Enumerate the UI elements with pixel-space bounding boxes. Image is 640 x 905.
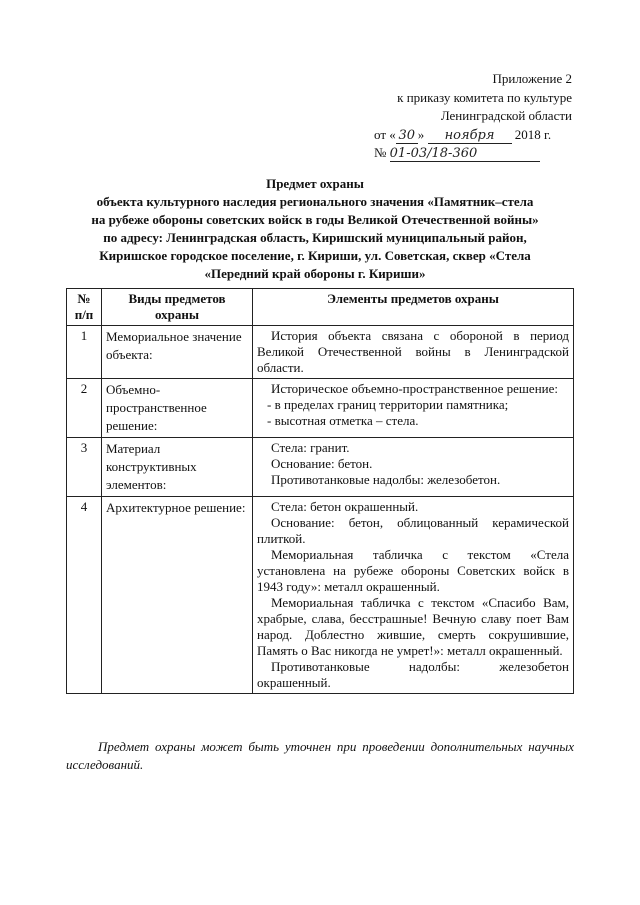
heading-line5: Киришское городское поселение, г. Кириши, ул. Советская, сквер «Стела <box>99 248 531 263</box>
element-text: Противотанковые надолбы: железобетон. <box>271 472 501 487</box>
date-quote-close: » <box>417 126 425 142</box>
heading-line4: по адресу: Ленинградская область, Киришский муниципальный район, <box>103 230 527 245</box>
element-list-item: - высотная отметка – стела. <box>267 413 419 428</box>
date-day: 30 <box>396 128 418 144</box>
row-elements <box>253 497 574 694</box>
table-row <box>67 379 574 438</box>
appendix-line3: Ленинградской области <box>440 108 572 123</box>
row-kind: Материал конструктивных элементов: <box>102 438 253 497</box>
header-elements: Элементы предметов охраны <box>253 289 574 326</box>
date-prefix: от « <box>374 126 396 142</box>
appendix-date-row <box>360 126 572 145</box>
element-text: История объекта связана с обороной в период Великой Отечественной войны в Ленинградской области. <box>257 328 569 375</box>
document-heading <box>40 175 590 283</box>
row-number: 2 <box>67 379 102 438</box>
element-text: Стела: гранит. <box>271 440 350 455</box>
row-number: 4 <box>67 497 102 694</box>
row-number: 3 <box>67 438 102 497</box>
row-kind: Мемориальное значение объекта: <box>102 326 253 379</box>
heading-line2: объекта культурного наследия регионального значения «Памятник–стела <box>96 194 534 209</box>
row-elements <box>253 438 574 497</box>
table-header-row <box>67 289 574 326</box>
heading-line6: «Передний край обороны г. Кириши» <box>204 266 426 281</box>
row-elements <box>253 326 574 379</box>
element-list-item: - в пределах границ территории памятника; <box>267 397 509 412</box>
header-num-line2: п/п <box>74 307 94 322</box>
header-num-line1: № <box>77 291 91 306</box>
footnote: Предмет охраны может быть уточнен при проведении дополнительных научных исследований. <box>66 739 574 772</box>
element-text: Мемориальная табличка с текстом «Спасибо Вам, храбрые, слава, бесстрашные! Вечную славу поет Вам народ. Доблестно жившие, смерть сокрушившие, Память о Вас никогда не умрет!»: металл окрашенный. <box>257 595 569 658</box>
appendix-number-row <box>360 144 572 163</box>
element-text: Основание: бетон, облицованный керамической плиткой. <box>257 515 569 546</box>
appendix-block <box>360 70 572 163</box>
table-row <box>67 497 574 694</box>
row-kind: Объемно-пространственное решение: <box>102 379 253 438</box>
document-number: 01-03/18-360 <box>390 146 540 162</box>
header-kind: Виды предметов охраны <box>102 289 253 326</box>
element-text: Мемориальная табличка с текстом «Стела установлена на рубеже обороны Советских войск в 1943 году»: металл окрашенный. <box>257 547 569 594</box>
element-text: Стела: бетон окрашенный. <box>271 499 419 514</box>
date-month: ноября <box>428 128 512 144</box>
appendix-line2: к приказу комитета по культуре <box>397 89 572 105</box>
number-prefix: № <box>374 145 387 160</box>
row-kind: Архитектурное решение: <box>102 497 253 694</box>
heading-line3: на рубеже обороны советских войск в годы Великой Отечественной войны» <box>91 212 539 227</box>
protection-table <box>66 288 574 694</box>
element-text: Противотанковые надолбы: железобетон окрашенный. <box>257 659 569 690</box>
row-elements <box>253 379 574 438</box>
date-year: 2018 г. <box>514 126 552 142</box>
header-num <box>67 289 102 326</box>
element-text: Историческое объемно-пространственное решение: <box>271 381 558 396</box>
table-row <box>67 438 574 497</box>
heading-line1: Предмет охраны <box>266 176 364 191</box>
element-text: Основание: бетон. <box>271 456 373 471</box>
table-row <box>67 326 574 379</box>
row-number: 1 <box>67 326 102 379</box>
appendix-line1: Приложение 2 <box>492 71 572 86</box>
